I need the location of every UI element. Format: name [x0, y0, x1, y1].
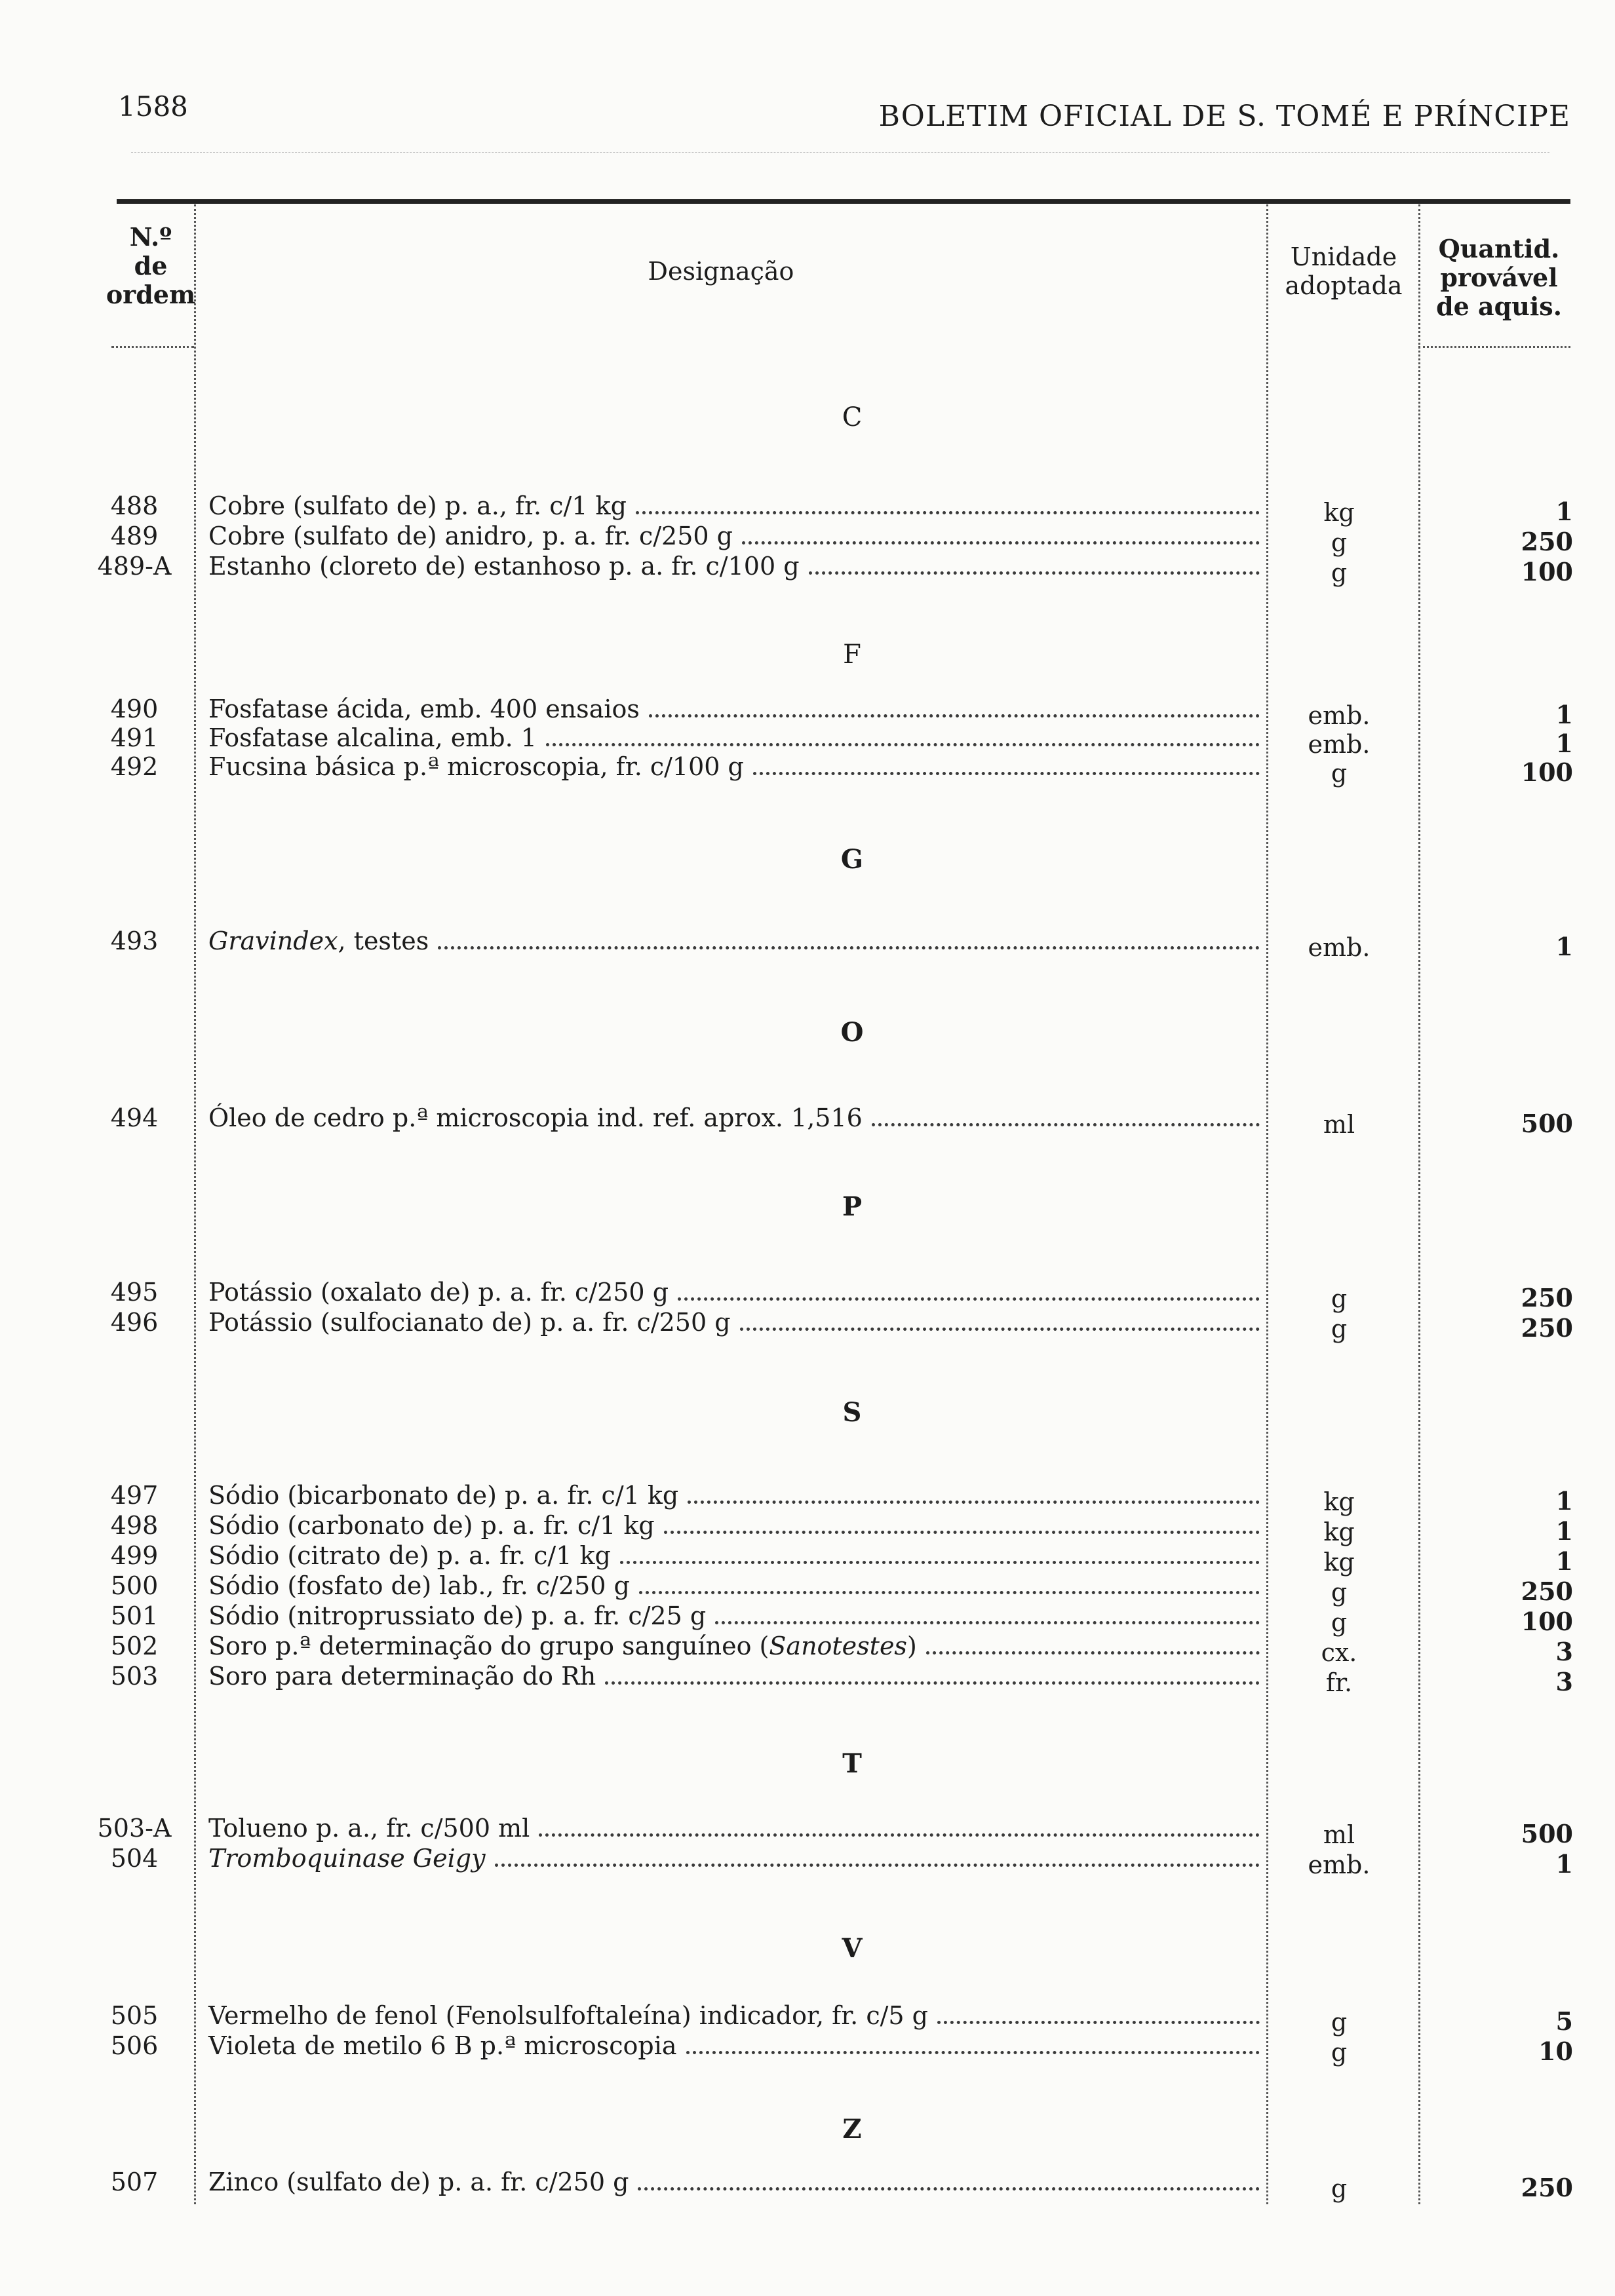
section-letter-p: P: [842, 1191, 863, 1222]
table-row: 504 Tromboquinase Geigy emb. 1: [110, 1844, 1573, 1879]
table-row: 502 Soro p.ª determinação do grupo sanguíneo (Sanotestes) cx. 3: [110, 1632, 1573, 1667]
table-row: 492 Fucsina básica p.ª microscopia, fr. c/100 g g 100: [110, 752, 1573, 788]
table-row: 488 Cobre (sulfato de) p. a., fr. c/1 kg kg 1: [110, 491, 1573, 527]
header-divider: [131, 152, 1549, 153]
table-row: 507 Zinco (sulfato de) p. a. fr. c/250 g g 250: [110, 2168, 1573, 2203]
table-row: 496 Potássio (sulfocianato de) p. a. fr. c/250 g g 250: [110, 1308, 1573, 1343]
column-header-number: N.º de ordem: [106, 222, 196, 309]
table-row: 501 Sódio (nitroprussiato de) p. a. fr. c/25 g g 100: [110, 1601, 1573, 1637]
header-bottom-rule-number: [111, 346, 194, 348]
section-letter-v: V: [842, 1933, 863, 1964]
column-header-quantity: Quantid. provável de aquis.: [1436, 234, 1562, 321]
table-row: 498 Sódio (carbonato de) p. a. fr. c/1 kg kg 1: [110, 1511, 1573, 1546]
table-row: 499 Sódio (citrato de) p. a. fr. c/1 kg kg 1: [110, 1541, 1573, 1577]
section-letter-t: T: [842, 1748, 862, 1779]
table-row: 489-A Estanho (cloreto de) estanhoso p. a. fr. c/100 g g 100: [97, 552, 1573, 587]
section-letter-o: O: [840, 1017, 864, 1048]
table-row: 494 Óleo de cedro p.ª microscopia ind. ref. aprox. 1,516 ml 500: [110, 1103, 1573, 1139]
table-row: 500 Sódio (fosfato de) lab., fr. c/250 g g 250: [110, 1571, 1573, 1607]
table-row: 505 Vermelho de fenol (Fenolsulfoftaleína) indicador, fr. c/5 g g 5: [110, 2001, 1573, 2037]
table-row: 506 Violeta de metilo 6 B p.ª microscopia g 10: [110, 2031, 1573, 2067]
table-row: 491 Fosfatase alcalina, emb. 1 emb. 1: [110, 723, 1573, 759]
table-row: 490 Fosfatase ácida, emb. 400 ensaios emb. 1: [110, 695, 1573, 730]
section-letter-z: Z: [842, 2114, 862, 2145]
running-title: BOLETIM OFICIAL DE S. TOMÉ E PRÍNCIPE: [878, 100, 1570, 133]
table-row: 493 Gravindex, testes emb. 1: [110, 927, 1573, 962]
table-top-rule: [117, 199, 1570, 204]
section-letter-s: S: [842, 1397, 862, 1428]
section-letter-g: G: [840, 844, 864, 875]
section-letter-f: F: [843, 640, 861, 670]
column-header-unit: Unidade adoptada: [1285, 242, 1403, 300]
page-number: 1588: [118, 90, 188, 123]
table-row: 503 Soro para determinação do Rh fr. 3: [110, 1662, 1573, 1697]
table-row: 489 Cobre (sulfato de) anidro, p. a. fr. c/250 g g 250: [110, 522, 1573, 557]
section-letter-c: C: [842, 402, 863, 432]
table-row: 503-A Tolueno p. a., fr. c/500 ml ml 500: [97, 1814, 1573, 1849]
column-header-designation: Designação: [648, 257, 794, 286]
table-row: 497 Sódio (bicarbonato de) p. a. fr. c/1 kg kg 1: [110, 1481, 1573, 1516]
header-bottom-rule-quantity: [1418, 346, 1570, 348]
table-row: 495 Potássio (oxalato de) p. a. fr. c/250 g g 250: [110, 1278, 1573, 1313]
